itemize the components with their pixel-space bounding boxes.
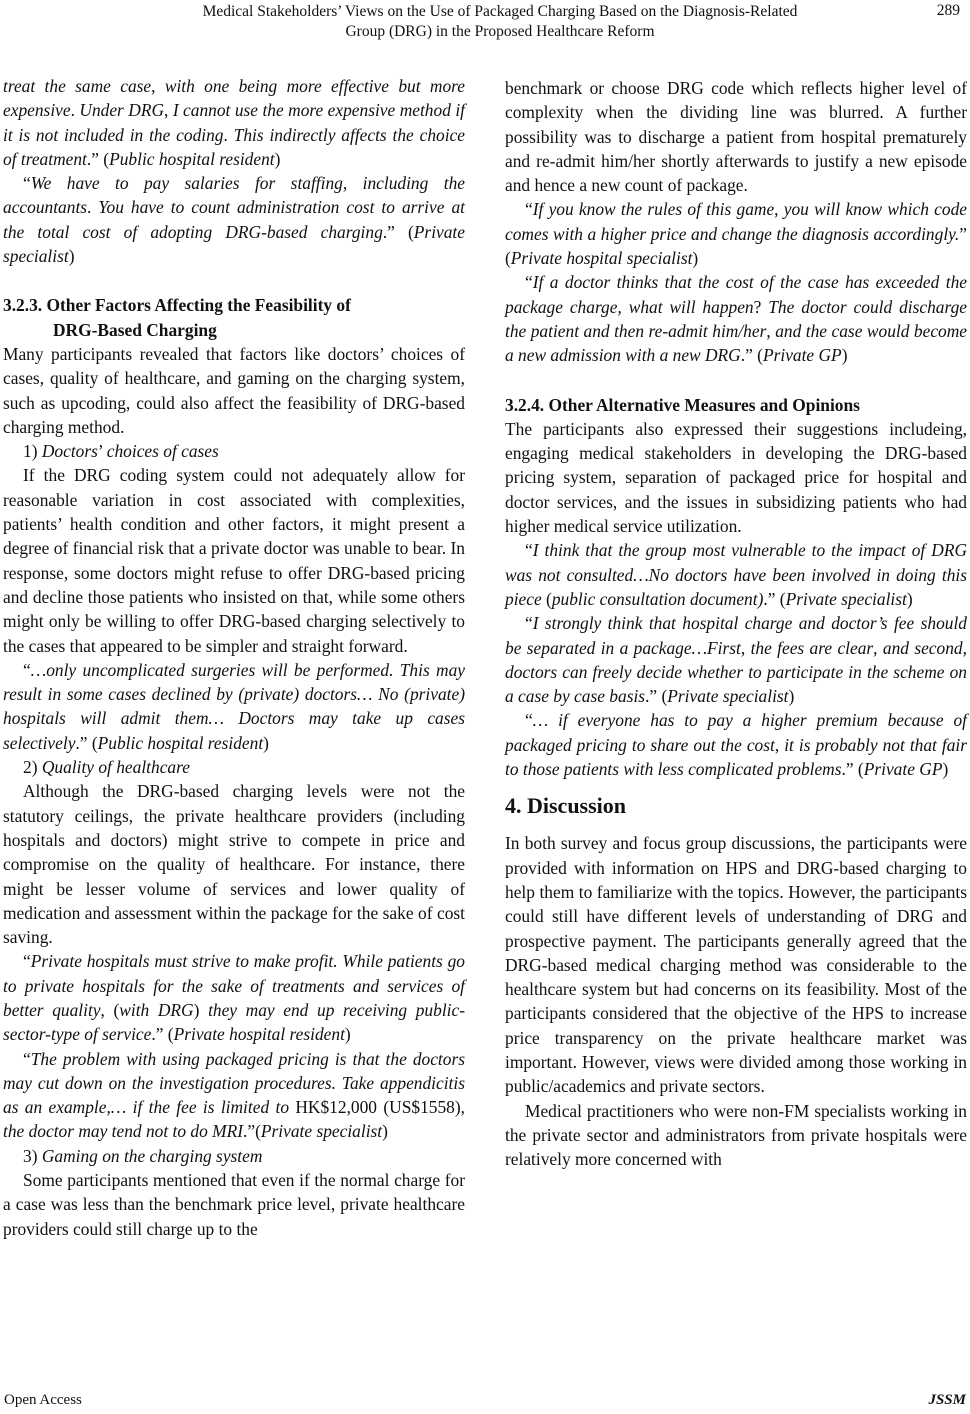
punct: , bbox=[151, 76, 165, 96]
quote-text: the fees are clear bbox=[750, 637, 874, 658]
list-number: 2) bbox=[23, 757, 42, 778]
punct: ) bbox=[68, 246, 75, 267]
quote-text: The doctor could discharge the patient and then re-admit him/her bbox=[505, 296, 968, 341]
list-number: 3) bbox=[23, 1145, 42, 1166]
punct: “ bbox=[525, 613, 533, 634]
quote-text: Under DRG bbox=[79, 100, 165, 121]
running-title bbox=[170, 2, 830, 42]
quote-text: I cannot use the more expensive method if it is not included in the coding bbox=[3, 100, 465, 145]
quote-text: public consultation document) bbox=[551, 588, 764, 609]
paragraph-quote bbox=[3, 171, 465, 268]
punct: ” ( bbox=[505, 223, 967, 269]
punct: , bbox=[342, 173, 363, 194]
paragraph: Many participants revealed that factors like doctors’ choices of cases, quality of healthcare, and gaming on the charging system, such as upcoding, could also affect the feasibility of DRG-based charging method. bbox=[3, 343, 465, 437]
punct: ) bbox=[344, 1024, 351, 1045]
quote-text: including the accountants bbox=[3, 173, 465, 218]
quote-text: I think that the group most vulnerable to the impact of DRG was not consulted…No doctors have been involved in doing this piece bbox=[505, 540, 967, 609]
punct: ) bbox=[263, 732, 269, 753]
punct: “ bbox=[525, 710, 533, 731]
paragraph-quote bbox=[3, 658, 465, 755]
punct: ) bbox=[942, 759, 949, 780]
footer-open-access: Open Access bbox=[4, 1392, 82, 1408]
punct: “ bbox=[525, 272, 533, 293]
quote-text: what will happen bbox=[628, 296, 754, 317]
punct: .” ( bbox=[763, 588, 786, 609]
quote-source: Public hospital resident bbox=[109, 148, 275, 169]
quote-source: Private specialist bbox=[667, 686, 789, 707]
punct: ) bbox=[692, 248, 699, 269]
punct: , bbox=[766, 320, 776, 341]
left-column bbox=[3, 74, 465, 1241]
punct: .” ( bbox=[151, 1024, 174, 1045]
punct: .” ( bbox=[382, 221, 414, 242]
quote-text: the doctor may tend not to do MRI bbox=[3, 1121, 244, 1142]
quote-text: you will know which code comes with a higher price and change the diagnosis accordingly. bbox=[505, 199, 967, 244]
quote-text: and the case would become a new admission with a new DRG bbox=[505, 320, 968, 366]
paragraph-quote bbox=[505, 197, 967, 270]
quote-text: … if everyone has to pay a higher premium because of packaged pricing to share out the cost bbox=[505, 710, 967, 755]
running-title-line2: Group (DRG) in the Proposed Healthcare Reform bbox=[345, 23, 655, 40]
quote-source: Public hospital resident bbox=[97, 732, 264, 753]
quote-text: it is probably not that fair to those patients with less complicated problems bbox=[505, 734, 967, 780]
quote-source: Private specialist bbox=[260, 1121, 383, 1142]
punct: , ( bbox=[100, 999, 120, 1020]
punct: ( bbox=[541, 588, 552, 609]
quote-text: doctors can freely decide whether to participate in the scheme on a case by case basis bbox=[505, 661, 967, 707]
heading-line1: 3.2.3. Other Factors Affecting the Feasibility of bbox=[3, 295, 351, 316]
quote-text: they may end up receiving public-sector-type of service bbox=[3, 999, 465, 1045]
quote-text: treat the same case bbox=[3, 76, 152, 96]
paragraph: Medical practitioners who were non-FM specialists working in the private sector and administrators from private hospitals were relatively more concerned with bbox=[505, 1100, 967, 1170]
paragraph: In both survey and focus group discussions, the participants were provided with information on HPS and DRG-based charging to help them to familiarize with the topics. However, the participants could still have different levels of understanding of DRG and prospective payment. The participants generally agreed that the DRG-based medical charging method was considerable to the healthcare system but had concerns on its feasibility. Most of the participants considered that the objective of the HPS to increase price transparency on the private healthcare market was important. However, views were divided among those working in public/academics and private sectors. bbox=[505, 833, 967, 1097]
punct: ) bbox=[382, 1121, 388, 1142]
list-item-heading bbox=[3, 1144, 465, 1168]
paragraph-quote bbox=[505, 611, 967, 708]
punct: . bbox=[70, 100, 80, 121]
list-number: 1) bbox=[23, 441, 42, 462]
punct: ? bbox=[753, 296, 769, 317]
paragraph-quote bbox=[505, 538, 967, 611]
quote-source: Private GP bbox=[863, 759, 943, 780]
punct: , bbox=[873, 637, 883, 658]
paragraph-quote bbox=[505, 270, 967, 367]
page-header bbox=[0, 0, 970, 44]
punct: ’ bbox=[97, 441, 107, 462]
paragraph: Although the DRG-based charging levels were not the statutory ceilings, the private healthcare providers (including hospitals and doctors) might strive to compete in price and compromise on the quality of healthcare. For instance, there might be lesser volume of services and lower quality of medication and assessment within the package for the sake of cost saving. bbox=[3, 781, 465, 948]
quote-text: and second bbox=[882, 637, 963, 658]
punct: .” ( bbox=[645, 686, 668, 707]
punct: .” ( bbox=[75, 732, 98, 753]
punct: , bbox=[774, 199, 784, 220]
paragraph-quote bbox=[505, 708, 967, 781]
list-item-heading bbox=[3, 439, 465, 463]
punct: , bbox=[106, 1097, 111, 1118]
punct: . bbox=[87, 197, 99, 218]
paragraph: The participants also expressed their suggestions includeing, engaging medical stakeholders in developing the DRG-based pricing system, separation of packaged price for hospital and doctor services, and the issues in subsidizing patients who had higher medical service utilization. bbox=[505, 418, 967, 537]
quote-source: Private hospital resident bbox=[173, 1024, 345, 1045]
quote-text: We have to pay salaries for staffing bbox=[30, 173, 343, 194]
punct: .”( bbox=[243, 1121, 261, 1142]
footer-journal: JSSM bbox=[928, 1392, 966, 1408]
page-number: 289 bbox=[936, 2, 960, 19]
punct: “ bbox=[23, 173, 31, 194]
punct: “ bbox=[23, 1048, 31, 1069]
quote-text: The problem with using packaged pricing is that the doctors may cut down on the investigation procedures. Take appendicitis as an example bbox=[3, 1048, 465, 1118]
quote-text: This indirectly affects the choice of treatment bbox=[3, 124, 465, 169]
quote-source: Private hospital specialist bbox=[510, 248, 693, 269]
heading-line2: DRG-Based Charging bbox=[53, 319, 217, 340]
punct: “ bbox=[23, 951, 31, 972]
punct: , bbox=[617, 296, 629, 317]
right-column bbox=[505, 76, 967, 1171]
punct: “ bbox=[525, 540, 533, 561]
punct: , bbox=[740, 637, 751, 658]
quote-text: If a doctor thinks that the cost of the case has exceeded the package charge bbox=[505, 272, 967, 317]
punct: “ bbox=[525, 199, 533, 220]
section-heading-3-2-3 bbox=[3, 293, 465, 342]
punct: .” ( bbox=[86, 148, 110, 169]
quote-text: with DRG bbox=[119, 999, 194, 1020]
quote-text: If you know the rules of this game bbox=[532, 199, 775, 220]
paragraph-quote-continued bbox=[3, 74, 465, 171]
quote-text: I strongly think that hospital charge and doctor’s fee should be separated in a package…First bbox=[505, 613, 967, 658]
quote-text: … if the fee is limited to bbox=[110, 1097, 290, 1118]
quote-text: You have to count administration cost to arrive at the total cost of adopting DRG-based charging bbox=[3, 197, 465, 242]
punct: .” ( bbox=[740, 345, 763, 366]
section-heading-3-2-4: 3.2.4. Other Alternative Measures and Opinions bbox=[505, 394, 860, 415]
quote-text: …only uncomplicated surgeries will be performed. This may result in some cases declined by (private) doctors… No (private) hospitals will admit them… Doctors may take up cases selectively bbox=[3, 659, 465, 753]
punct: HK$12,000 (US$1558), bbox=[289, 1097, 465, 1118]
punct: ) bbox=[906, 588, 913, 609]
quote-text: Private hospitals must strive to make profit. While patients go to private hospitals for the sake of treatments and services of better quality bbox=[3, 951, 465, 1020]
list-item-heading bbox=[3, 755, 465, 779]
list-title: Quality of healthcare bbox=[41, 757, 190, 778]
list-title: Doctors bbox=[41, 441, 98, 462]
punct: , bbox=[774, 734, 785, 755]
paragraph: Some participants mentioned that even if the normal charge for a case was less than the benchmark price level, private healthcare providers could still charge up to the bbox=[3, 1170, 465, 1239]
quote-text: with one being more effective but more expensive bbox=[3, 76, 465, 121]
punct: ) bbox=[193, 999, 209, 1020]
punct: ) bbox=[788, 686, 795, 707]
punct: , bbox=[164, 100, 173, 121]
quote-source: Private specialist bbox=[785, 588, 907, 609]
list-title: choices of cases bbox=[106, 441, 219, 462]
quote-source: Private GP bbox=[762, 345, 842, 366]
punct: . bbox=[223, 124, 234, 145]
punct: “ bbox=[23, 659, 31, 680]
paragraph: benchmark or choose DRG code which reflects higher level of complexity when the dividing line was blurred. A further possibility was to discharge a patient from hospital prematurely and re-admit him/her shortly afterwards to justify a new episode and hence a new count of package. bbox=[505, 78, 967, 196]
page-footer bbox=[0, 1388, 970, 1414]
paragraph-quote bbox=[3, 1047, 465, 1144]
punct: ) bbox=[841, 345, 848, 366]
punct: ) bbox=[274, 148, 281, 169]
punct: , bbox=[962, 637, 967, 658]
section-heading-4: 4. Discussion bbox=[505, 793, 627, 819]
running-title-line1: Medical Stakeholders’ Views on the Use of Packaged Charging Based on the Diagnosis-Related bbox=[202, 3, 798, 20]
list-title: Gaming on the charging system bbox=[41, 1145, 263, 1166]
punct: .” ( bbox=[841, 759, 864, 780]
quote-source: Private specialist bbox=[3, 221, 465, 267]
paragraph-quote bbox=[3, 949, 465, 1046]
paragraph: If the DRG coding system could not adequately allow for reasonable variation in cost associated with complexities, patients’ health condition and other factors, it might present a degree of financial risk that a private doctor was unable to bear. In response, some doctors might refuse to offer DRG-based pricing and decline those patients who insisted on that, while some others might only be willing to offer DRG-based charging selectively to the cases that appeared to be simpler and straight forward. bbox=[3, 465, 465, 656]
